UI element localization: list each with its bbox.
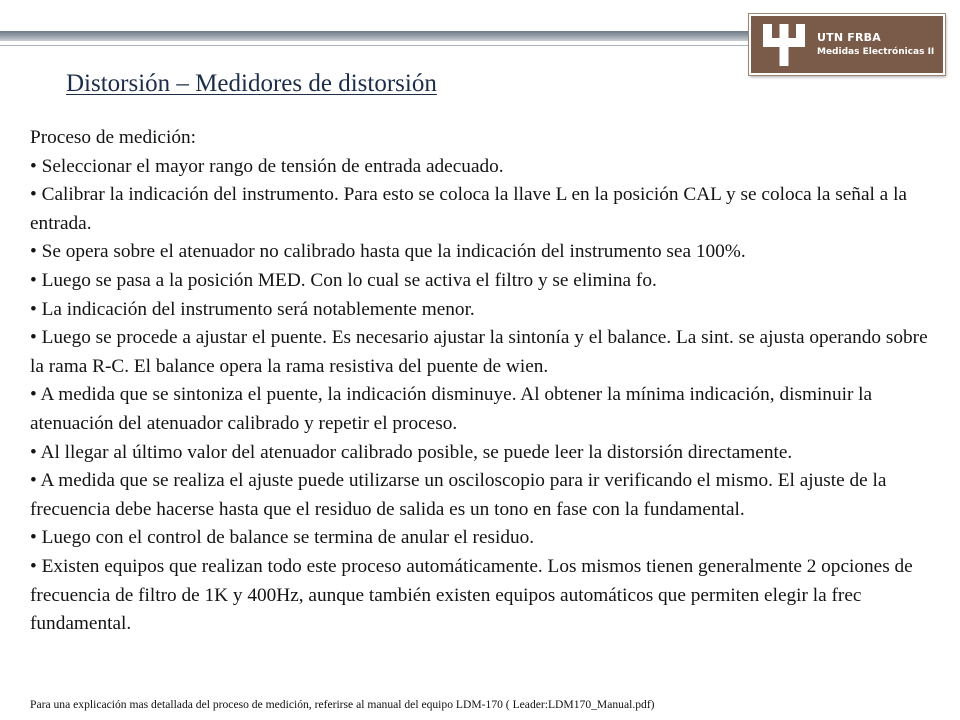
bullet-text: Seleccionar el mayor rango de tensión de entrada adecuado. bbox=[41, 155, 504, 177]
utn-logo-badge bbox=[749, 14, 945, 75]
bullet-icon: • bbox=[30, 241, 37, 263]
bullet-item bbox=[30, 381, 935, 438]
logo-title: UTN FRBA bbox=[817, 31, 881, 44]
bullet-text: Luego con el control de balance se termina de anular el residuo. bbox=[41, 527, 535, 549]
bullet-text: Luego se procede a ajustar el puente. Es necesario ajustar la sintonía y el balance. La sint. se ajusta operando sobre la rama R-C. El balance opera la rama resistiva del puente de wien. bbox=[30, 327, 928, 377]
bullet-item bbox=[30, 267, 935, 296]
bullet-item bbox=[30, 553, 935, 639]
header-accent-line bbox=[0, 45, 750, 46]
utn-logo-icon bbox=[761, 22, 807, 68]
footnote: Para una explicación mas detallada del proceso de medición, referirse al manual del equipo LDM-170 ( Leader:LDM170_Manual.pdf) bbox=[30, 698, 655, 711]
bullet-icon: • bbox=[30, 441, 37, 463]
header-accent-bar bbox=[0, 31, 750, 41]
bullet-item bbox=[30, 324, 935, 381]
bullet-icon: • bbox=[30, 527, 37, 549]
bullet-item bbox=[30, 467, 935, 524]
bullet-icon: • bbox=[30, 155, 37, 177]
bullet-text: Existen equipos que realizan todo este proceso automáticamente. Los mismos tienen generalmente 2 opciones de frecuencia de filtro de 1K y 400Hz, aunque también existen equipos automáticos que permiten elegir la frec fundamental. bbox=[30, 555, 913, 635]
bullet-icon: • bbox=[30, 327, 37, 349]
bullet-icon: • bbox=[30, 555, 37, 577]
bullet-icon: • bbox=[30, 470, 37, 492]
bullet-icon: • bbox=[30, 298, 37, 320]
bullet-text: Luego se pasa a la posición MED. Con lo cual se activa el filtro y se elimina fo. bbox=[41, 269, 657, 291]
slide-title: Distorsión – Medidores de distorsión bbox=[66, 70, 437, 97]
bullet-item bbox=[30, 153, 935, 182]
bullet-text: A medida que se sintoniza el puente, la indicación disminuye. Al obtener la mínima indicación, disminuir la atenuación del atenuador calibrado y repetir el proceso. bbox=[30, 384, 873, 434]
bullet-item bbox=[30, 524, 935, 553]
logo-subtitle: Medidas Electrónicas II bbox=[817, 47, 935, 57]
bullet-item bbox=[30, 181, 935, 238]
bullet-icon: • bbox=[30, 184, 37, 206]
bullet-item bbox=[30, 238, 935, 267]
bullet-item bbox=[30, 296, 935, 325]
intro-text: Proceso de medición: bbox=[30, 127, 196, 148]
bullet-text: A medida que se realiza el ajuste puede utilizarse un osciloscopio para ir verificando el mismo. El ajuste de la frecuencia debe hacerse hasta que el residuo de salida es un tono en fase con la fundamental. bbox=[30, 470, 887, 520]
bullet-item bbox=[30, 439, 935, 468]
bullet-text: La indicación del instrumento será notablemente menor. bbox=[41, 298, 475, 320]
bullet-icon: • bbox=[30, 384, 37, 406]
slide-body bbox=[30, 124, 935, 639]
bullet-text: Al llegar al último valor del atenuador calibrado posible, se puede leer la distorsión directamente. bbox=[40, 441, 793, 463]
bullet-text: Calibrar la indicación del instrumento. Para esto se coloca la llave L en la posición CAL y se coloca la señal a la entrada. bbox=[30, 184, 907, 234]
bullet-icon: • bbox=[30, 269, 37, 291]
bullet-text: Se opera sobre el atenuador no calibrado hasta que la indicación del instrumento sea 100%. bbox=[41, 241, 746, 263]
